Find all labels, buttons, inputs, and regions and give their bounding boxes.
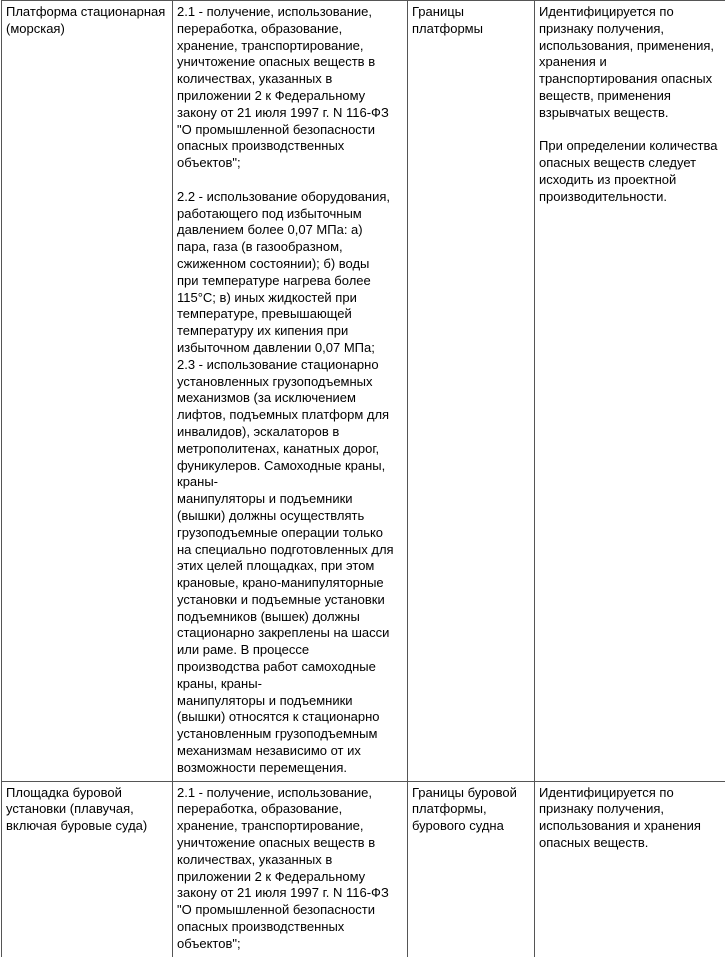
text-line: Границы (412, 4, 464, 19)
text-line: При определении количества (539, 138, 718, 154)
text-line: уничтожение опасных веществ в (177, 835, 376, 851)
text-line: 2.1 - получение, использование, (177, 4, 373, 19)
text-line: "О промышленной безопасности (177, 902, 376, 918)
text-line: метрополитенах, канатных дорог, (177, 440, 380, 456)
object-type-cell (2, 781, 173, 956)
text-line: или раме. В процессе (177, 642, 310, 658)
text-line: установленных грузоподъемных (177, 373, 373, 389)
text-line: количествах, указанных в (177, 851, 333, 867)
text-line: 2.1 - получение, использование, (177, 784, 373, 800)
text-line: хранение, транспортирование, (177, 818, 364, 834)
boundaries-cell (408, 1, 535, 782)
text-line: переработка, образование, (177, 20, 343, 36)
text-line: давлением более 0,07 МПа: а) (177, 222, 363, 238)
text-line: опасных веществ следует (539, 155, 697, 171)
identification-note-text (539, 138, 721, 205)
identification-text (539, 4, 721, 122)
text-line: инвалидов), эскалаторов в (177, 423, 340, 439)
text-line: (вышки) должны осуществлять (177, 507, 365, 523)
text-line: температуре, превышающей (177, 306, 352, 322)
text-line: установленным грузоподъемным (177, 726, 378, 742)
text-line: манипуляторы и подъемники (177, 692, 353, 708)
text-line: приложении 2 к Федеральному (177, 87, 366, 103)
text-line: работающего под избыточным (177, 205, 362, 221)
text-line: использования, применения, (539, 37, 715, 53)
text-line: избыточном давлении 0,07 МПа; (177, 339, 375, 355)
text-line: "О промышленной безопасности (177, 121, 376, 137)
text-line: механизмов (за исключением (177, 390, 356, 406)
text-line: сжиженном состоянии); б) воды (177, 255, 370, 271)
text-line: признаку получения, (539, 801, 665, 817)
text-line: уничтожение опасных веществ в (177, 54, 376, 70)
object-type-text (6, 4, 168, 38)
text-line: 115°С; в) иных жидкостей при (177, 289, 357, 305)
criterion-2-2-text (177, 189, 403, 357)
text-line: опасных производственных (177, 919, 345, 935)
text-line: грузоподъемные операции только (177, 524, 384, 540)
text-line: Платформа стационарная (6, 4, 166, 19)
text-line: лифтов, подъемных платформ для (177, 407, 390, 423)
boundaries-text (412, 785, 530, 835)
criteria-cell (173, 781, 408, 956)
text-line: веществ, применения (539, 87, 671, 103)
text-line: объектов"; (177, 935, 241, 951)
text-line: при температуре нагрева более (177, 272, 371, 288)
object-type-text (6, 785, 168, 835)
text-line: краны, краны- (177, 675, 262, 691)
text-line: опасных веществ. (539, 835, 649, 851)
text-line: транспортирования опасных (539, 71, 713, 87)
text-line: установки (плавучая, (6, 801, 134, 817)
text-line: закону от 21 июля 1997 г. N 116-ФЗ (177, 885, 389, 901)
text-line: возможности перемещения. (177, 759, 348, 775)
text-line: Площадка буровой (6, 784, 122, 800)
text-line: включая буровые суда) (6, 818, 148, 834)
text-line: механизмам независимо от их (177, 743, 361, 759)
text-line: объектов"; (177, 155, 241, 171)
text-line: закону от 21 июля 1997 г. N 116-ФЗ (177, 104, 389, 120)
identification-cell (535, 1, 725, 782)
text-line: Идентифицируется по (539, 4, 674, 19)
text-line: Границы буровой (412, 784, 517, 800)
text-line: признаку получения, (539, 20, 665, 36)
text-line: количествах, указанных в (177, 71, 333, 87)
text-line: установки и подъемные установки (177, 591, 385, 607)
text-line: крановые, крано-манипуляторные (177, 575, 384, 591)
object-type-cell (2, 1, 173, 782)
table-row-stationary-platform (2, 1, 725, 782)
table-row-drilling-site (2, 781, 725, 956)
text-line: опасных производственных (177, 138, 345, 154)
criterion-2-3-text (177, 357, 403, 777)
identification-cell (535, 781, 725, 956)
text-line: на специально подготовленных для (177, 541, 394, 557)
identification-text (539, 785, 721, 852)
text-line: хранения и (539, 54, 607, 70)
text-line: (вышки) относятся к стационарно (177, 709, 380, 725)
text-line: переработка, образование, (177, 801, 343, 817)
text-line: взрывчатых веществ. (539, 104, 669, 120)
criterion-2-1-text (177, 4, 403, 172)
text-line: температуру их кипения при (177, 323, 349, 339)
text-line: производства работ самоходные (177, 659, 376, 675)
boundaries-cell (408, 781, 535, 956)
text-line: (морская) (6, 20, 65, 36)
text-line: бурового судна (412, 818, 504, 834)
text-line: хранение, транспортирование, (177, 37, 364, 53)
text-line: использования и хранения (539, 818, 701, 834)
text-line: манипуляторы и подъемники (177, 491, 353, 507)
criteria-cell (173, 1, 408, 782)
criterion-2-1-text (177, 785, 403, 953)
text-line: подъемников (вышек) должны (177, 608, 360, 624)
text-line: Идентифицируется по (539, 784, 674, 800)
hazardous-objects-table (1, 0, 725, 957)
text-line: исходить из проектной (539, 171, 677, 187)
text-line: пара, газа (в газообразном, (177, 239, 343, 255)
text-line: 2.3 - использование стационарно (177, 356, 379, 372)
text-line: краны- (177, 474, 218, 490)
text-line: производительности. (539, 188, 667, 204)
text-line: этих целей площадках, при этом (177, 558, 375, 574)
boundaries-text (412, 4, 530, 38)
text-line: платформы, (412, 801, 487, 817)
text-line: 2.2 - использование оборудования, (177, 188, 391, 204)
text-line: стационарно закреплены на шасси (177, 625, 390, 641)
text-line: платформы (412, 20, 483, 36)
text-line: приложении 2 к Федеральному (177, 868, 366, 884)
text-line: фуникулеров. Самоходные краны, (177, 457, 386, 473)
